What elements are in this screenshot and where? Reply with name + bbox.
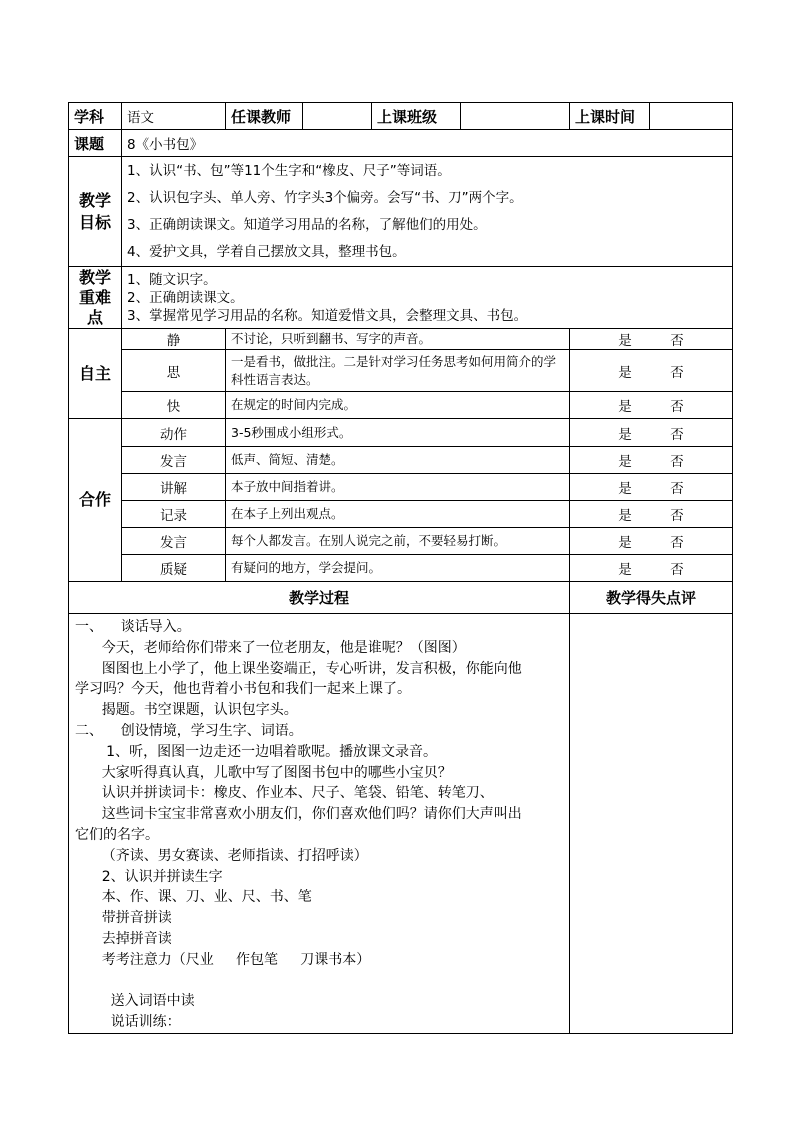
process-line: 1、听，图图一边走还一边唱着歌呢。播放课文录音。 bbox=[75, 743, 438, 760]
no-option[interactable]: 否 bbox=[670, 399, 684, 415]
lesson-plan-table bbox=[68, 102, 733, 1034]
process-body-row bbox=[69, 614, 733, 1034]
teacher-label: 任课教师 bbox=[226, 103, 303, 130]
time-label: 上课时间 bbox=[570, 103, 650, 130]
cooperation-item: 动作 bbox=[122, 419, 226, 447]
teacher-value bbox=[303, 103, 372, 130]
yes-option[interactable]: 是 bbox=[618, 508, 632, 524]
no-option[interactable]: 否 bbox=[670, 481, 684, 497]
class-value bbox=[461, 103, 570, 130]
process-line: 带拼音拼读 bbox=[75, 910, 172, 927]
cooperation-label: 合作 bbox=[69, 419, 122, 582]
key-points-label-line2: 重难 bbox=[78, 287, 111, 307]
cooperation-item: 质疑 bbox=[122, 555, 226, 582]
process-line: 说话训练： bbox=[75, 1014, 181, 1031]
yes-no-choice bbox=[570, 419, 733, 447]
self-study-item: 静 bbox=[122, 329, 226, 350]
yes-option[interactable]: 是 bbox=[618, 562, 632, 578]
goals-row bbox=[69, 157, 733, 267]
yes-no-choice bbox=[570, 474, 733, 501]
cooperation-item: 发言 bbox=[122, 447, 226, 474]
goals-label-line2: 目标 bbox=[78, 212, 111, 232]
subject-label: 学科 bbox=[69, 103, 122, 130]
process-line: 送入词语中读 bbox=[75, 993, 195, 1010]
header-row bbox=[69, 103, 733, 130]
cooperation-desc: 本子放中间指着讲。 bbox=[226, 474, 570, 501]
key-points-label bbox=[69, 267, 122, 329]
process-line: 这些词卡宝宝非常喜欢小朋友们，你们喜欢他们吗？请你们大声叫出 bbox=[75, 806, 522, 823]
cooperation-row bbox=[69, 555, 733, 582]
process-line: 它们的名字。 bbox=[75, 826, 159, 843]
process-heading: 教学过程 bbox=[69, 582, 570, 614]
key-point-item: 1、随文识字。 bbox=[127, 271, 217, 288]
yes-option[interactable]: 是 bbox=[618, 426, 632, 443]
review-heading: 教学得失点评 bbox=[570, 582, 733, 614]
process-line: 考考注意力（尺业 作包笔 刀课书本） bbox=[75, 951, 371, 968]
goal-item: 4、爱护文具，学着自己摆放文具，整理书包。 bbox=[127, 243, 406, 260]
key-point-item: 2、正确朗读课文。 bbox=[127, 289, 244, 306]
self-study-desc: 一是看书，做批注。二是针对学习任务思考如何用简介的学科性语言表达。 bbox=[226, 350, 570, 392]
cooperation-row bbox=[69, 474, 733, 501]
review-content[interactable] bbox=[570, 614, 733, 1034]
self-study-label: 自主 bbox=[69, 329, 122, 419]
no-option[interactable]: 否 bbox=[670, 426, 684, 443]
yes-no-choice bbox=[570, 528, 733, 555]
no-option[interactable]: 否 bbox=[670, 364, 684, 381]
process-line: 今天，老师给你们带来了一位老朋友，他是谁呢？（图图） bbox=[75, 639, 466, 656]
cooperation-row bbox=[69, 447, 733, 474]
cooperation-desc: 低声、简短、清楚。 bbox=[226, 447, 570, 474]
cooperation-desc: 3-5秒围成小组形式。 bbox=[226, 419, 570, 447]
class-label: 上课班级 bbox=[372, 103, 461, 130]
key-points-row bbox=[69, 267, 733, 329]
goal-item: 3、正确朗读课文。知道学习用品的名称，了解他们的用处。 bbox=[127, 216, 487, 233]
self-study-row bbox=[69, 329, 733, 350]
goals-label bbox=[69, 157, 122, 267]
yes-option[interactable]: 是 bbox=[618, 481, 632, 497]
cooperation-desc: 在本子上列出观点。 bbox=[226, 501, 570, 528]
cooperation-desc: 每个人都发言。在别人说完之前，不要轻易打断。 bbox=[226, 528, 570, 555]
no-option[interactable]: 否 bbox=[670, 562, 684, 578]
process-line: 本、作、课、刀、业、尺、书、笔 bbox=[75, 889, 312, 906]
key-point-item: 3、掌握常见学习用品的名称。知道爱惜文具，会整理文具、书包。 bbox=[127, 307, 528, 324]
no-option[interactable]: 否 bbox=[670, 333, 684, 349]
cooperation-item: 记录 bbox=[122, 501, 226, 528]
yes-no-choice bbox=[570, 447, 733, 474]
key-points-label-line1: 教学 bbox=[78, 267, 111, 287]
process-line: （齐读、男女赛读、老师指读、打招呼读） bbox=[75, 847, 368, 864]
self-study-item: 思 bbox=[122, 350, 226, 392]
time-value bbox=[650, 103, 733, 130]
process-line: 认识并拼读词卡：橡皮、作业本、尺子、笔袋、铅笔、转笔刀、 bbox=[75, 785, 494, 802]
yes-no-choice bbox=[570, 392, 733, 419]
cooperation-item: 讲解 bbox=[122, 474, 226, 501]
yes-no-choice bbox=[570, 501, 733, 528]
process-line: 学习吗？今天，他也背着小书包和我们一起来上课了。 bbox=[75, 681, 411, 698]
no-option[interactable]: 否 bbox=[670, 454, 684, 470]
self-study-desc: 不讨论，只听到翻书、写字的声音。 bbox=[226, 329, 570, 350]
process-line: 一、 谈话导入。 bbox=[75, 619, 191, 635]
yes-option[interactable]: 是 bbox=[618, 454, 632, 470]
topic-label: 课题 bbox=[69, 130, 122, 157]
process-heading-row bbox=[69, 582, 733, 614]
self-study-row bbox=[69, 392, 733, 419]
yes-no-choice bbox=[570, 555, 733, 582]
cooperation-row bbox=[69, 528, 733, 555]
yes-no-choice bbox=[570, 350, 733, 392]
key-points-label-line3: 点 bbox=[86, 307, 103, 327]
lesson-plan-sheet bbox=[68, 102, 732, 1033]
process-line: 去掉拼音读 bbox=[75, 930, 172, 947]
topic-row bbox=[69, 130, 733, 157]
process-line bbox=[75, 971, 563, 992]
subject-value: 语文 bbox=[122, 103, 226, 130]
goals-label-line1: 教学 bbox=[78, 190, 111, 210]
key-points-list bbox=[122, 267, 733, 329]
process-line: 2、认识并拼读生字 bbox=[75, 868, 223, 885]
self-study-desc: 在规定的时间内完成。 bbox=[226, 392, 570, 419]
cooperation-item: 发言 bbox=[122, 528, 226, 555]
goal-item: 1、认识“书、包”等11个生字和“橡皮、尺子”等词语。 bbox=[127, 162, 451, 179]
process-line: 图图也上小学了，他上课坐姿端正，专心听讲，发言积极，你能向他 bbox=[75, 660, 522, 677]
no-option[interactable]: 否 bbox=[670, 508, 684, 524]
cooperation-row bbox=[69, 419, 733, 447]
process-content bbox=[69, 614, 570, 1034]
topic-value: 8《小书包》 bbox=[122, 130, 733, 157]
yes-option[interactable]: 是 bbox=[618, 364, 632, 381]
cooperation-desc: 有疑问的地方，学会提问。 bbox=[226, 555, 570, 582]
yes-option[interactable]: 是 bbox=[618, 535, 632, 551]
process-line: 揭题。书空课题，认识包字头。 bbox=[75, 702, 298, 719]
yes-option[interactable]: 是 bbox=[618, 399, 632, 415]
goals-list bbox=[122, 157, 733, 267]
process-line: 大家听得真认真，儿歌中写了图图书包中的哪些小宝贝？ bbox=[75, 764, 452, 781]
yes-no-choice bbox=[570, 329, 733, 350]
no-option[interactable]: 否 bbox=[670, 535, 684, 551]
cooperation-row bbox=[69, 501, 733, 528]
yes-option[interactable]: 是 bbox=[618, 333, 632, 349]
goal-item: 2、认识包字头、单人旁、竹字头3个偏旁。会写“书、刀”两个字。 bbox=[127, 189, 523, 206]
self-study-row bbox=[69, 350, 733, 392]
self-study-item: 快 bbox=[122, 392, 226, 419]
process-line: 二、 创设情境，学习生字、词语。 bbox=[75, 722, 303, 739]
